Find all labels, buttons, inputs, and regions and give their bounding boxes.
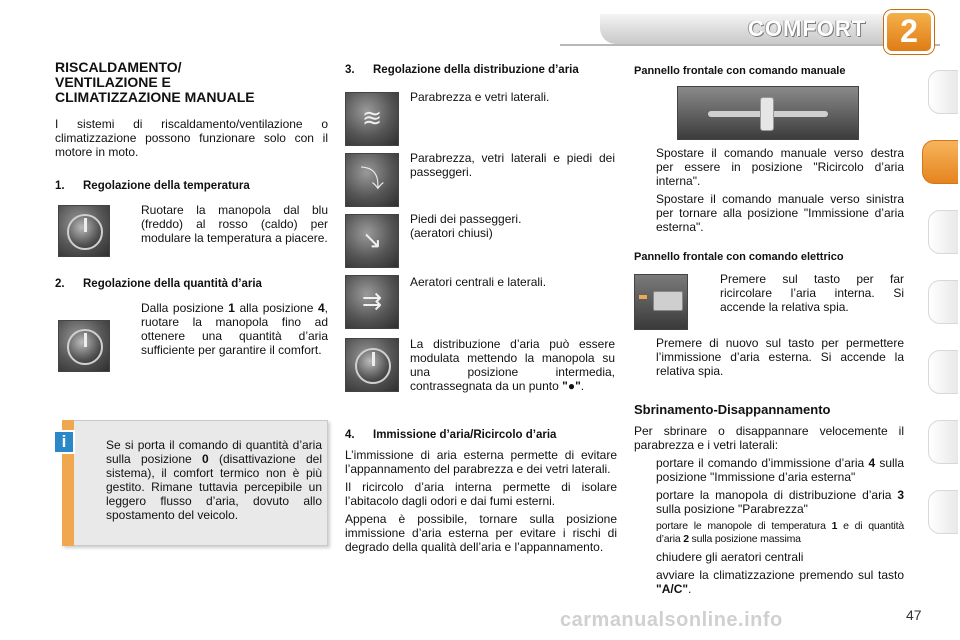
chapter-tab[interactable] [928, 490, 958, 534]
temperature-knob-image [58, 205, 110, 257]
heading-text: Regolazione della quantità d’aria [83, 278, 262, 290]
heading-number: 2. [55, 278, 65, 290]
chapter-tab[interactable] [928, 420, 958, 464]
glyph: ≋ [361, 105, 383, 132]
text-bold: 1 [831, 520, 838, 532]
glyph: ↘ [361, 227, 383, 254]
distribution-windscreen-feet-text: Parabrezza, vetri laterali e piedi dei passeggeri. [410, 151, 615, 179]
section-title [55, 60, 328, 105]
knob-icon [355, 348, 391, 384]
bullet-icon [698, 272, 720, 314]
text-run: e di quantità d’aria [656, 520, 904, 545]
text-run: (disattivazione del sistema), il comfort termico non è più gestito. Rimane tuttavia percepibile un leggero flusso d’aria, dovuto allo spostamento del veicolo. [106, 452, 322, 522]
bullet-text: Spostare il comando manuale verso destra per essere in posizione "Ricircolo d’aria interna". [656, 146, 904, 188]
defrost-title: Sbrinamento-Disappannamento [634, 402, 831, 417]
text-run: avviare la climatizzazione premendo sul tasto [656, 568, 904, 582]
bullet-icon [634, 336, 656, 378]
manual-slider-image [677, 86, 859, 140]
bullet-text: chiudere gli aeratori centrali [656, 550, 804, 564]
chapter-tab[interactable] [928, 280, 958, 324]
text-run: portare le manopole di temperatura [656, 520, 832, 532]
text-run: . [580, 379, 585, 393]
heading-text: Regolazione della temperatura [83, 180, 250, 192]
recirculation-button-image [634, 274, 688, 330]
text-run: sulla posizione massima [688, 533, 801, 545]
defrost-intro: Per sbrinare o disappannare velocemente il parabrezza e i vetri laterali: [634, 424, 904, 452]
distribution-intermediate-text [410, 337, 615, 393]
bullet-text [141, 301, 328, 357]
bullet-icon [634, 520, 656, 546]
text-bold: 4 [868, 456, 876, 470]
knob-icon [67, 214, 103, 250]
distribution-windscreen-text: Parabrezza e vetri laterali. [410, 90, 550, 104]
text-run: sulla posizione "Parabrezza" [656, 502, 808, 516]
windscreen-feet-icon [345, 153, 399, 207]
heading-air-quantity [55, 277, 328, 291]
bullet-icon [84, 438, 106, 522]
text-line: (aeratori chiusi) [410, 226, 493, 240]
intro-paragraph: I sistemi di riscaldamento/ventilazione o climatizzazione possono funzionare solo con il motore in moto. [55, 117, 328, 159]
heading-number: 3. [345, 64, 355, 76]
bullet-icon [634, 568, 656, 596]
chapter-tab-active[interactable] [922, 140, 958, 184]
info-paragraph [106, 438, 322, 522]
text-bold: 2 [683, 533, 689, 545]
info-icon: i [53, 430, 75, 454]
panel-electric-title: Pannello frontale con comando elettrico [634, 251, 844, 263]
page-title: COMFORT [748, 16, 867, 41]
text-bold: 4 [317, 301, 325, 315]
bullet-text: Spostare il comando manuale verso sinistra per tornare alla posizione "Immissione d’aria esterna". [656, 192, 904, 234]
bullet-text [656, 520, 904, 546]
face-vent-icon [345, 275, 399, 329]
knob-icon [67, 329, 103, 365]
bullet-icon [634, 456, 656, 484]
bullet-defrost-vents [634, 550, 904, 564]
heading-number: 4. [345, 429, 355, 441]
bullet-temperature [119, 203, 328, 245]
text-bold: 3 [897, 488, 904, 502]
bullet-defrost-intake [634, 456, 904, 484]
bullet-air-quantity [119, 301, 328, 357]
header-line [560, 44, 940, 46]
recirculation-paragraph: Il ricircolo d’aria interna permette di isolare l’abitacolo dagli odori e dai fumi esterni. [345, 480, 617, 508]
bullet-text: Premere di nuovo sul tasto per permettere l’immissione d’aria esterna. Si accende la relativa spia. [656, 336, 904, 378]
text-run: Se si porta il comando di quantità d’aria sulla posizione [106, 438, 322, 466]
recirculation-button [653, 291, 683, 311]
text-bold: "●" [562, 379, 581, 393]
heading-temperature [55, 179, 328, 193]
bullet-icon [119, 301, 141, 357]
glyph: ⇉ [361, 288, 383, 315]
advice-paragraph: Appena è possibile, tornare sulla posizione immissione d’aria esterna per evitare i rischi di degrado della qualità dell’aria e l’appannamento. [345, 512, 617, 554]
bullet-icon [634, 488, 656, 516]
text-bold: "A/C" [656, 582, 689, 596]
bullet-text: Premere sul tasto per far ricircolare l’aria interna. Si accende la relativa spia. [720, 272, 904, 314]
text-bold: 1 [228, 301, 235, 315]
bullet-icon [634, 192, 656, 234]
heading-distribution [345, 63, 617, 77]
page-header [0, 0, 960, 58]
manual-instructions [634, 146, 904, 234]
bullet-icon [119, 203, 141, 245]
indicator-light [639, 295, 647, 299]
chapter-tab[interactable] [928, 70, 958, 114]
slider-handle [760, 97, 774, 131]
glyph: ⤵ [360, 166, 384, 193]
text-bold: 0 [201, 452, 209, 466]
chapter-tabs [928, 70, 960, 570]
chapter-tab[interactable] [928, 210, 958, 254]
bullet-text: Ruotare la manopola dal blu (freddo) al rosso (caldo) per modulare la temperatura a piacere. [141, 203, 328, 245]
text-run: portare il comando d’immissione d’aria [656, 456, 869, 470]
bullet-external-air [634, 192, 904, 234]
heading-number: 1. [55, 180, 65, 192]
heading-text: Immissione d’aria/Ricircolo d’aria [373, 429, 557, 441]
bullet-defrost-ac [634, 568, 904, 596]
page-number: 47 [906, 607, 922, 623]
bullet-text [656, 488, 904, 516]
heading-air-intake [345, 428, 617, 442]
text-run: . [688, 582, 692, 596]
air-intake-section [345, 428, 617, 554]
column-middle [345, 60, 617, 77]
info-text [84, 438, 322, 522]
chapter-tab[interactable] [928, 350, 958, 394]
feet-vent-icon [345, 214, 399, 268]
bullet-electric-external [634, 336, 904, 378]
air-quantity-knob-image [58, 320, 110, 372]
defrost-section [634, 402, 904, 596]
bullet-icon [634, 550, 656, 564]
panel-manual-title: Pannello frontale con comando manuale [634, 65, 846, 77]
bullet-recirculate [634, 146, 904, 188]
bullet-icon [634, 146, 656, 188]
section-title-line: RISCALDAMENTO/ [55, 59, 182, 75]
heading-text: Regolazione della distribuzione d’aria [373, 64, 579, 76]
bullet-electric-recirculate [698, 272, 904, 314]
section-title-line: VENTILAZIONE E [55, 74, 171, 90]
text-line: Piedi dei passeggeri. [410, 212, 522, 226]
text-run: La distribuzione d’aria può essere modulata mettendo la manopola su una posizione intermedia, contrassegnata da un punto [410, 337, 615, 393]
bullet-text [656, 568, 904, 596]
windscreen-demist-icon [345, 92, 399, 146]
text-run: portare la manopola di distribuzione d’aria [656, 488, 898, 502]
text-run: Dalla posizione [141, 301, 229, 315]
chapter-badge: 2 [884, 10, 934, 54]
bullet-defrost-distribution [634, 488, 904, 516]
text-run: sulla posizione "Immissione d’aria esterna" [656, 456, 905, 484]
bullet-defrost-max [634, 520, 904, 546]
section-title-line: CLIMATIZZAZIONE MANUALE [55, 89, 255, 105]
watermark: carmanualsonline.info [560, 609, 783, 631]
distribution-vents-text: Aeratori centrali e laterali. [410, 275, 547, 289]
distribution-feet-text [410, 212, 615, 240]
distribution-knob-image [345, 338, 399, 392]
bullet-text [656, 456, 904, 484]
column-right [634, 60, 904, 78]
text-run: , ruotare la manopola fino ad ottenere una quantità d’aria sufficiente per garantire il comfort. [141, 301, 328, 357]
air-intake-paragraph: L’immissione di aria esterna permette di evitare l’appannamento del parabrezza e dei vetri laterali. [345, 448, 617, 476]
text-run: alla posizione [234, 301, 318, 315]
